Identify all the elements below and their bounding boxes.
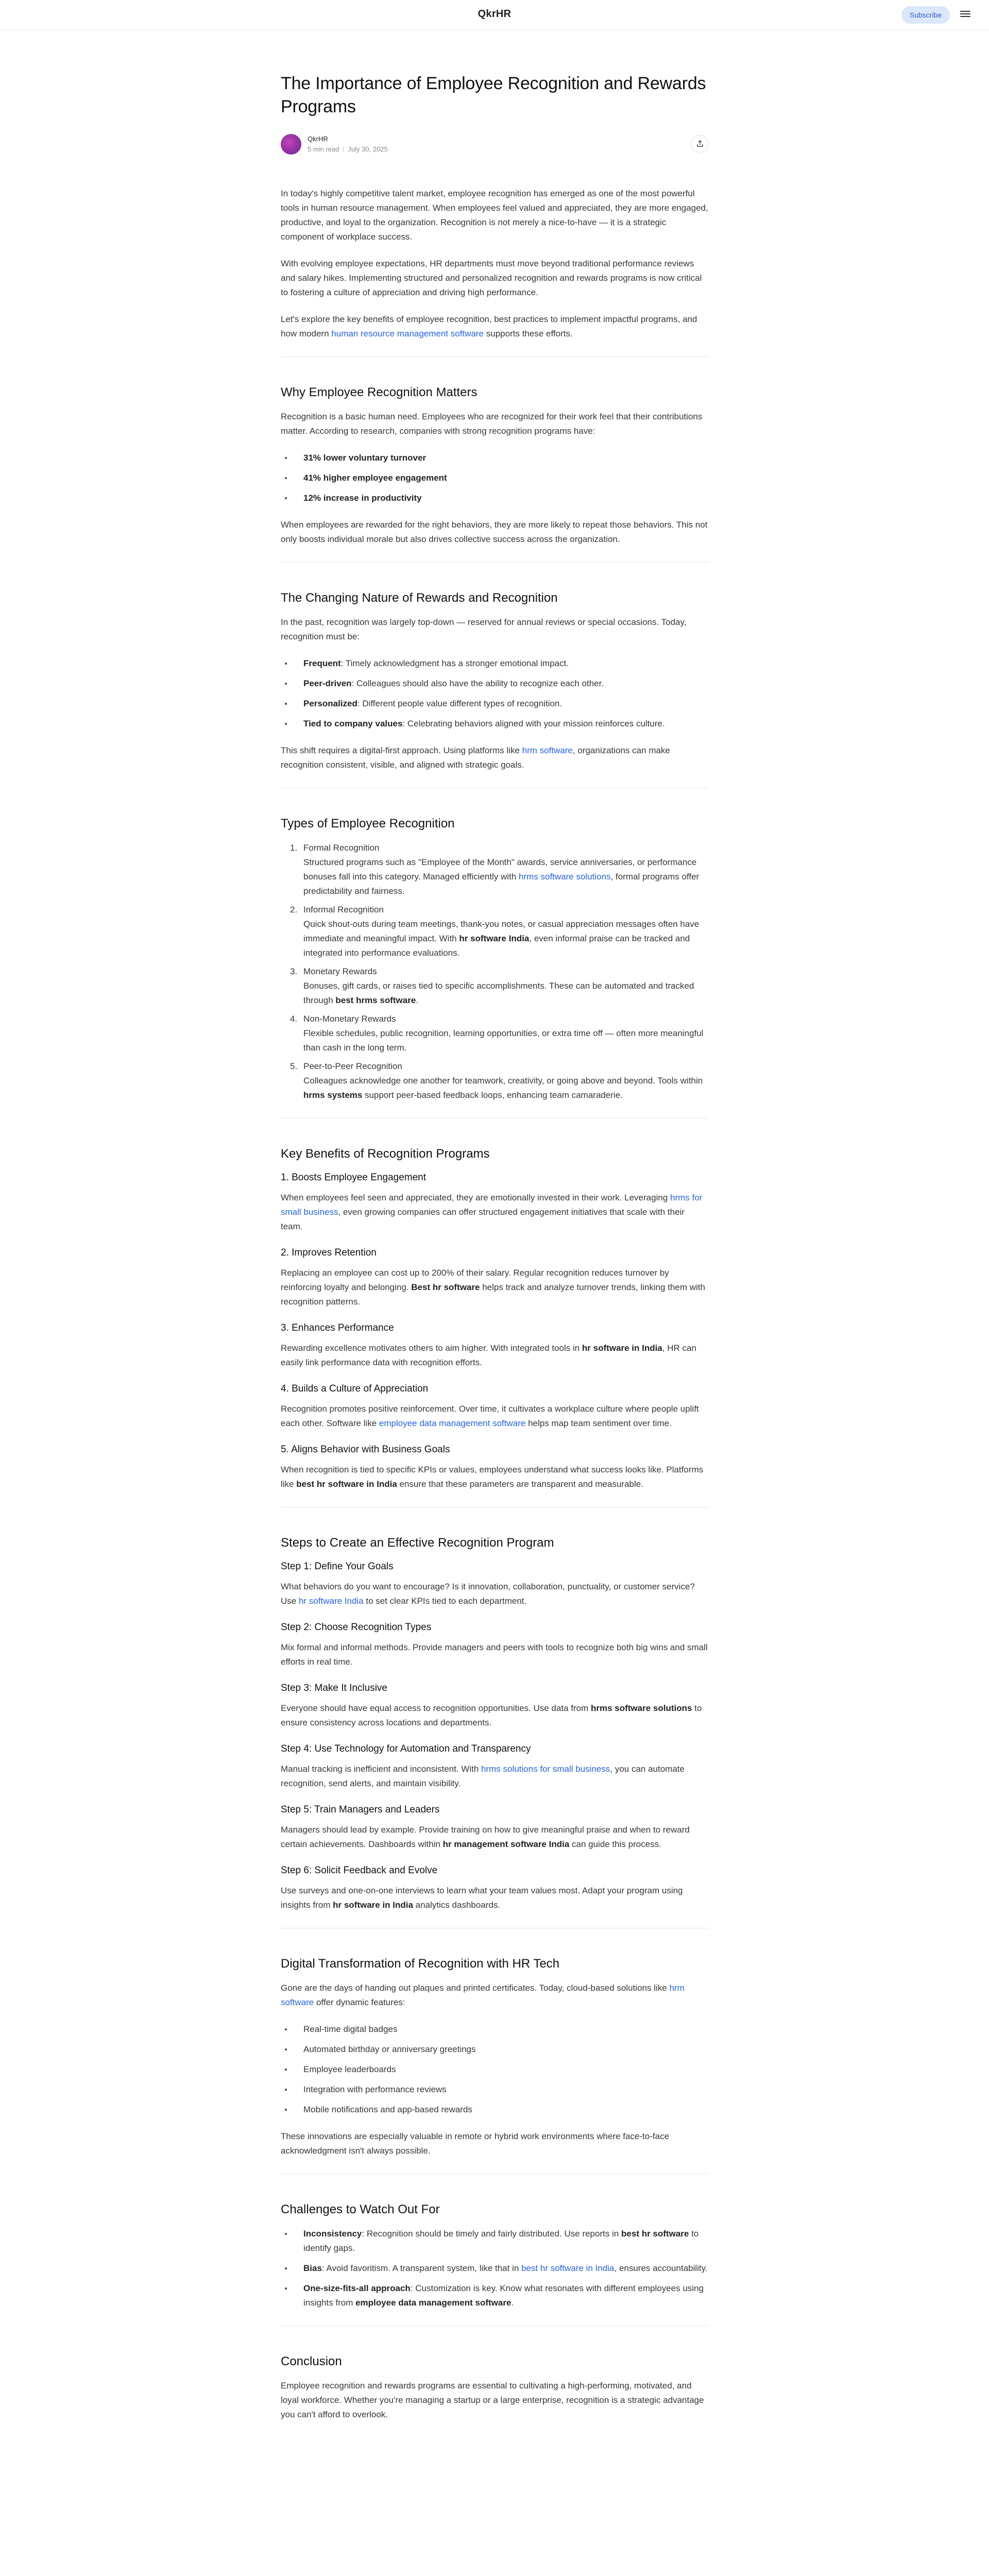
text: This shift requires a digital-first approach. Using platforms like — [281, 745, 522, 755]
step-paragraph — [281, 1701, 708, 1730]
section-divider — [281, 562, 708, 563]
author-avatar[interactable] — [281, 134, 301, 155]
term: Tied to company values — [303, 719, 403, 728]
link-hrm-software[interactable]: hrm software — [281, 1983, 685, 2007]
term: Bias — [303, 2263, 322, 2273]
item-title: Peer-to-Peer Recognition — [303, 1061, 402, 1071]
byline — [281, 133, 708, 159]
step-paragraph — [281, 1762, 708, 1791]
text: Rewarding excellence motivates others to aim higher. With integrated tools in — [281, 1343, 582, 1353]
benefit-paragraph — [281, 1266, 708, 1309]
text: supports these efforts. — [484, 329, 573, 338]
publication-logo[interactable]: QkrHR — [478, 8, 511, 20]
list-item — [281, 1059, 708, 1103]
text: Managers should lead by example. Provide training on how to give meaningful praise and when to reward certain achievements. Dashboards within — [281, 1825, 690, 1849]
benefit-paragraph — [281, 1463, 708, 1492]
bold-term: hr management software India — [442, 1839, 570, 1849]
link-hrms-software-solutions[interactable]: hrms software solutions — [519, 872, 611, 882]
text: Gone are the days of handing out plaques and printed certificates. Today, cloud-based solutions like — [281, 1983, 670, 1993]
text: , HR can easily link performance data with recognition efforts. — [281, 1343, 696, 1367]
share-icon — [696, 140, 704, 148]
changing-list — [281, 656, 708, 731]
item-title: Informal Recognition — [303, 905, 384, 914]
list-item: Automated birthday or anniversary greetings — [281, 2042, 708, 2057]
list-item — [281, 451, 708, 465]
text: : Avoid favoritism. A transparent system, like that in — [321, 2263, 522, 2273]
benefit-title: 4. Builds a Culture of Appreciation — [281, 1383, 429, 1394]
step-title: Step 6: Solicit Feedback and Evolve — [281, 1865, 438, 1876]
step-title: Step 4: Use Technology for Automation and Transparency — [281, 1743, 531, 1754]
link-hrm-software[interactable]: human resource management software — [331, 329, 484, 338]
why-paragraph: Recognition is a basic human need. Employees who are recognized for their work feel that their contributions matter. According to research, companies with strong recognition programs have: — [281, 412, 703, 436]
publish-date: July 30, 2025 — [348, 145, 388, 153]
text: Recognition promotes positive reinforcement. Over time, it cultivates a workplace culture where people uplift each other. Software like — [281, 1404, 699, 1428]
benefit-title: 1. Boosts Employee Engagement — [281, 1172, 427, 1183]
text: : Timely acknowledgment has a stronger emotional impact. — [340, 658, 569, 668]
text: ensure that these parameters are transparent and measurable. — [397, 1479, 643, 1489]
bold-term: hr software India — [459, 934, 530, 943]
text: , formal programs offer predictability and fairness. — [303, 872, 700, 896]
article — [281, 72, 708, 2434]
text: Everyone should have equal access to recognition opportunities. Use data from — [281, 1703, 591, 1713]
text: , you can automate recognition, send alerts, and maintain visibility. — [281, 1764, 685, 1788]
text: When employees feel seen and appreciated, they are emotionally invested in their work. Leveraging — [281, 1193, 670, 1202]
text: helps track and analyze turnover trends, linking them with recognition patterns. — [281, 1282, 705, 1307]
stat: 41% higher employee engagement — [303, 473, 447, 483]
top-bar — [0, 0, 989, 30]
conclusion-paragraph: Employee recognition and rewards programs are essential to cultivating a high-performing, motivated, and loyal workforce. Whether you're managing a startup or a large enterprise, recognition is a strategic advantage you can't afford to overlook. — [281, 2381, 704, 2419]
benefit-paragraph — [281, 1191, 708, 1234]
digital-paragraph — [281, 1981, 708, 2010]
changing-paragraph-2 — [281, 743, 708, 772]
text: Use surveys and one-on-one interviews to learn what your team values most. Adapt your program using insights from — [281, 1886, 683, 1910]
subscribe-button-header[interactable]: Subscribe — [901, 6, 950, 24]
list-item — [281, 491, 708, 505]
intro-paragraph-2: With evolving employee expectations, HR departments must move beyond traditional performance reviews and salary hikes. Implementing structured and personalized recognition and rewards programs is now critical to fostering a culture of appreciation and driving high performance. — [281, 259, 702, 297]
list-item — [281, 964, 708, 1008]
term: Inconsistency — [303, 2229, 362, 2239]
list-item: Mobile notifications and app-based rewards — [281, 2103, 708, 2117]
text: Flexible schedules, public recognition, learning opportunities, or extra time off — often more meaningful than cash in the long term. — [303, 1028, 704, 1053]
benefit-paragraph — [281, 1341, 708, 1370]
why-paragraph-2: When employees are rewarded for the right behaviors, they are more likely to repeat those behaviors. This not only boosts individual morale but also drives collective success across the organization. — [281, 520, 708, 544]
item-number: 1. — [290, 843, 298, 853]
link-employee-data-management[interactable]: employee data management software — [379, 1418, 526, 1428]
text: helps map team sentiment over time. — [525, 1418, 672, 1428]
benefit-title: 2. Improves Retention — [281, 1247, 377, 1258]
link-hrms-solutions-small-business[interactable]: hrms solutions for small business — [481, 1764, 610, 1774]
menu-icon[interactable] — [960, 9, 970, 20]
text: to ensure consistency across locations and departments. — [281, 1703, 702, 1727]
text: : Customization is key. Know what resonates with different employees using insights from — [303, 2283, 704, 2308]
author-name[interactable]: QkrHR — [308, 135, 328, 143]
benefit-title: 5. Aligns Behavior with Business Goals — [281, 1444, 450, 1455]
intro-paragraph-3 — [281, 312, 708, 341]
item-number: 5. — [290, 1061, 298, 1071]
text: support peer-based feedback loops, enhancing team camaraderie. — [362, 1090, 623, 1100]
text: When recognition is tied to specific KPIs or values, employees understand what success looks like. Platforms like — [281, 1465, 704, 1489]
list-item: Integration with performance reviews — [281, 2082, 708, 2097]
item-title: Non-Monetary Rewards — [303, 1014, 396, 1024]
article-meta — [308, 145, 388, 153]
intro-paragraph-1: In today's highly competitive talent market, employee recognition has emerged as one of the most powerful tools in human resource management. When employees feel valued and appreciated, they are more engaged, productive, and loyal to the organization. Recognition is not merely a nice-to-have — it is a strategic component of workplace success. — [281, 189, 708, 242]
text: : Recognition should be timely and fairly distributed. Use reports in — [362, 2229, 622, 2239]
section-title-steps: Steps to Create an Effective Recognition Program — [281, 1536, 554, 1550]
list-item — [281, 903, 708, 960]
text: What behaviors do you want to encourage? Is it innovation, collaboration, punctuality, or customer service? Use — [281, 1582, 695, 1606]
term: Frequent — [303, 658, 341, 668]
step-title: Step 5: Train Managers and Leaders — [281, 1804, 440, 1815]
list-item — [281, 2261, 708, 2276]
bold-term: hrms systems — [303, 1090, 363, 1100]
link-hrms-small-business[interactable]: hrms for small business — [281, 1193, 703, 1217]
text: , even growing companies can offer structured engagement initiatives that scale with their team. — [281, 1207, 685, 1231]
link-hr-software-india[interactable]: hr software India — [298, 1596, 364, 1606]
bold-term: hr software in India — [333, 1900, 413, 1910]
term: Peer-driven — [303, 679, 352, 688]
stat: 31% lower voluntary turnover — [303, 453, 427, 463]
list-item: Real-time digital badges — [281, 2022, 708, 2037]
bold-term: employee data management software — [355, 2298, 511, 2308]
text: . — [511, 2298, 514, 2308]
share-button[interactable] — [691, 135, 708, 152]
text: to set clear KPIs tied to each department. — [363, 1596, 527, 1606]
text: Replacing an employee can cost up to 200% of their salary. Regular recognition reduces turnover by reinforcing loyalty and belonging. — [281, 1268, 669, 1292]
item-title: Monetary Rewards — [303, 967, 377, 976]
link-hrm-software[interactable]: hrm software — [522, 745, 573, 755]
step-title: Step 2: Choose Recognition Types — [281, 1622, 432, 1633]
list-item — [281, 717, 708, 731]
text: Structured programs such as "Employee of the Month" awards, service anniversaries, or performance bonuses fall into this category. Managed efficiently with — [303, 857, 697, 882]
list-item — [281, 656, 708, 671]
list-item — [281, 471, 708, 485]
bold-term: best hr software — [621, 2229, 689, 2239]
bold-term: hrms software solutions — [590, 1703, 692, 1713]
item-number: 3. — [290, 967, 298, 976]
list-item — [281, 676, 708, 691]
section-title-challenges: Challenges to Watch Out For — [281, 2202, 440, 2216]
text: : Celebrating behaviors aligned with your mission reinforces culture. — [402, 719, 665, 728]
changing-paragraph: In the past, recognition was largely top-down — reserved for annual reviews or special occasions. Today, recognition must be: — [281, 617, 687, 641]
digital-features-list — [281, 2022, 708, 2117]
benefit-paragraph — [281, 1402, 708, 1431]
section-title-types: Types of Employee Recognition — [281, 817, 455, 831]
text: . — [416, 995, 419, 1005]
bold-term: best hrms software — [335, 995, 416, 1005]
term: One-size-fits-all approach — [303, 2283, 411, 2293]
link-best-hr-software-india[interactable]: best hr software in India — [521, 2263, 615, 2273]
item-title: Formal Recognition — [303, 843, 380, 853]
text: Bonuses, gift cards, or raises tied to specific accomplishments. These can be automated and tracked through — [303, 981, 694, 1005]
bold-term: best hr software in India — [296, 1479, 397, 1489]
item-number: 4. — [290, 1014, 298, 1024]
list-item — [281, 841, 708, 899]
step-title: Step 3: Make It Inclusive — [281, 1683, 387, 1693]
section-title-digital: Digital Transformation of Recognition with HR Tech — [281, 1957, 560, 1971]
list-item — [281, 1012, 708, 1055]
section-title-conclusion: Conclusion — [281, 2354, 342, 2368]
challenges-list — [281, 2227, 708, 2310]
list-item — [281, 697, 708, 711]
step-paragraph — [281, 1580, 708, 1608]
text: analytics dashboards. — [413, 1900, 501, 1910]
types-list — [281, 841, 708, 1103]
section-title-changing: The Changing Nature of Rewards and Recognition — [281, 591, 558, 605]
text: , organizations can make recognition consistent, visible, and aligned with strategic goals. — [281, 745, 670, 770]
step-paragraph — [281, 1884, 708, 1912]
text: , ensures accountability. — [614, 2263, 708, 2273]
text: : Colleagues should also have the ability to recognize each other. — [351, 679, 604, 688]
text: Manual tracking is inefficient and inconsistent. With — [281, 1764, 481, 1774]
bold-term: Best hr software — [411, 1282, 480, 1292]
text: can guide this process. — [569, 1839, 661, 1849]
text: Let's explore the key benefits of employee recognition, best practices to implement impactful programs, and how modern — [281, 314, 697, 338]
list-item: Employee leaderboards — [281, 2062, 708, 2077]
step-paragraph: Mix formal and informal methods. Provide managers and peers with tools to recognize both big wins and small efforts in real time. — [281, 1642, 708, 1667]
text: , even informal praise can be tracked and integrated into performance evaluations. — [303, 934, 690, 958]
text: : Different people value different types of recognition. — [357, 699, 562, 708]
bold-term: hr software in India — [582, 1343, 662, 1353]
benefit-title: 3. Enhances Performance — [281, 1323, 394, 1333]
article-title: The Importance of Employee Recognition and Rewards Programs — [281, 74, 706, 116]
step-paragraph — [281, 1823, 708, 1852]
read-time: 5 min read — [308, 145, 339, 153]
digital-paragraph-2: These innovations are especially valuable in remote or hybrid work environments where face-to-face acknowledgment isn't always possible. — [281, 2131, 670, 2156]
section-title-why: Why Employee Recognition Matters — [281, 385, 478, 399]
term: Personalized — [303, 699, 357, 708]
text: offer dynamic features: — [314, 1997, 405, 2007]
text: to identify gaps. — [303, 2229, 699, 2253]
text: Quick shout-outs during team meetings, thank-you notes, or casual appreciation messages often have immediate and meaningful impact. With — [303, 919, 700, 943]
list-item — [281, 2227, 708, 2256]
item-number: 2. — [290, 905, 298, 914]
stat: 12% increase in productivity — [303, 493, 422, 503]
section-title-benefits: Key Benefits of Recognition Programs — [281, 1147, 490, 1161]
stats-list — [281, 451, 708, 505]
list-item — [281, 2281, 708, 2310]
text: Colleagues acknowledge one another for teamwork, creativity, or going above and beyond. Tools within — [303, 1076, 703, 1086]
step-title: Step 1: Define Your Goals — [281, 1561, 394, 1572]
